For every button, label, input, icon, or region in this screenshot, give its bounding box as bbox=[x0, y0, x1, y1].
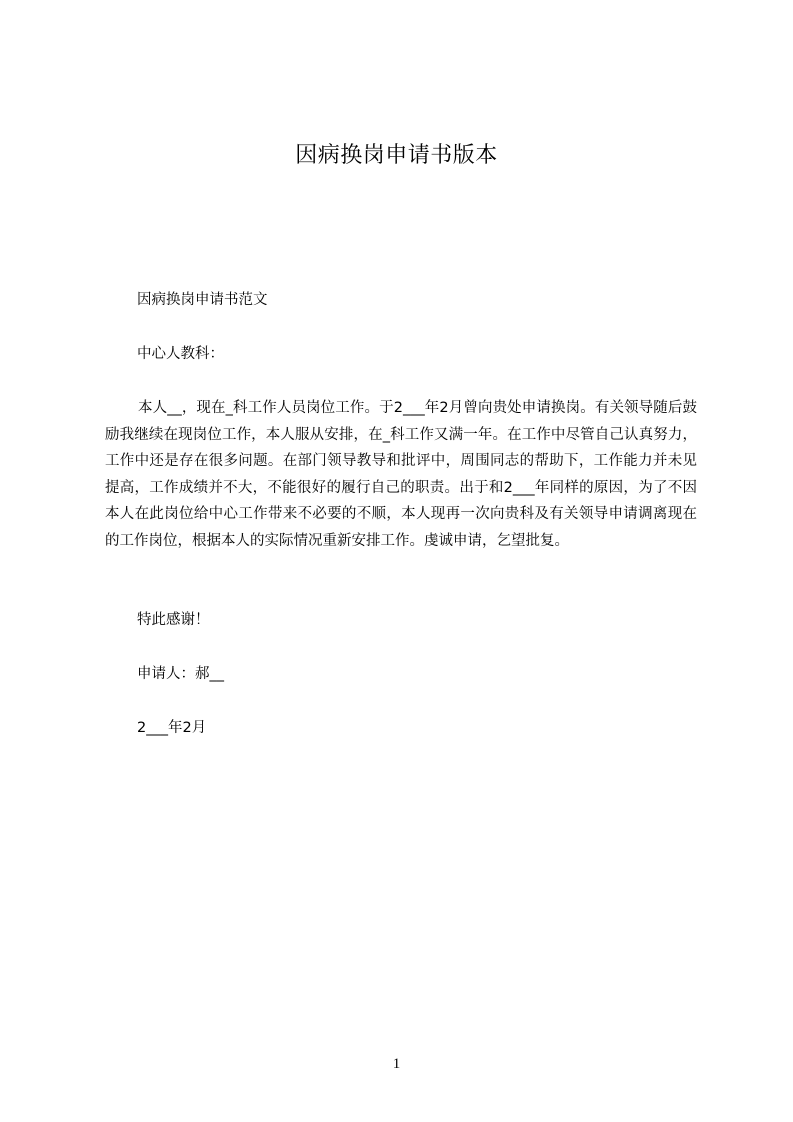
thanks-line: 特此感谢！ bbox=[137, 612, 210, 628]
salutation: 中心人教科： bbox=[137, 346, 224, 362]
page-number: 1 bbox=[392, 1056, 401, 1072]
applicant-signature: 申请人：郝__ bbox=[137, 666, 224, 682]
body-paragraph: 本人__，现在_科工作人员岗位工作。于2___年2月曾向贵处申请换岗。有关领导随后鼓励我继续在现岗位工作，本人服从安排，在_科工作又满一年。在工作中尽管自己认真努力，工作中还是存在很多问题。在部门领导教导和批评中，周围同志的帮助下，工作能力并未见提高，工作成绩并不大，不能很好的履行自己的职责。出于和2___年同样的原因，为了不因本人在此岗位给中心工作带来不必要的不顺，本人现再一次向贵科及有关领导申请调离现在的工作岗位，根据本人的实际情况重新安排工作。虔诚申请，乞望批复。 bbox=[105, 400, 697, 549]
application-date: 2___年2月 bbox=[137, 720, 207, 736]
document-title: 因病换岗申请书版本 bbox=[295, 143, 498, 168]
document-subtitle: 因病换岗申请书范文 bbox=[137, 292, 268, 308]
